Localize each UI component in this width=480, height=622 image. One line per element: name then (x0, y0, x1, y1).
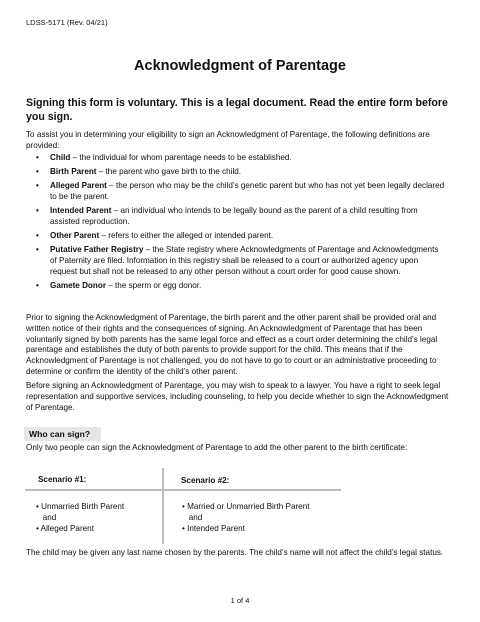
scenario-table-rule (25, 489, 341, 491)
scenario-2-heading: Scenario #2: (181, 476, 230, 485)
definition-item (36, 281, 446, 292)
scenario-1-heading: Scenario #1: (38, 475, 87, 484)
page-title: Acknowledgment of Parentage (134, 58, 346, 74)
definition-item (36, 206, 446, 228)
definition-term: Gamete Donor (50, 280, 106, 290)
scenario-1-line: • Unmarried Birth Parent (36, 502, 125, 511)
notice-paragraph: Prior to signing the Acknowledgment of Parentage, the birth parent and the other parent shall be provided oral and written notice of their rights and the consequences of signing. An Acknowledgment of Parentage that has been voluntarily signed by both parents has the same legal force and effect as a court order determining the child’s legal parentage and establishes the duty of both parents to provide support for the child. This means that if the Acknowledgment of Parentage is not challenged, you do not have to go to court or an administrative proceeding to determine or confirm the identity of the child’s other parent. (26, 313, 438, 376)
definition-item (36, 245, 446, 277)
definition-text: – the person who may be the child’s genetic parent but who has not yet been legally declared to be the parent. (50, 181, 445, 201)
definition-text: – an individual who intends to be legally bound as the parent of a child resulting from assisted reproduction. (50, 206, 418, 226)
definition-term: Intended Parent (50, 206, 112, 216)
scenario-2-line: • Married or Unmarried Birth Parent (182, 502, 310, 511)
scenario-2-line: and (182, 512, 203, 522)
definition-term: Putative Father Registry (50, 245, 144, 255)
definition-text: – the parent who gave birth to the child. (96, 167, 242, 177)
who-can-sign-text: Only two people can sign the Acknowledgment of Parentage to add the other parent to the birth certificate: (26, 443, 408, 452)
scenario-2-line: • Intended Parent (182, 523, 245, 533)
definition-text: – the individual for whom parentage needs to be established. (70, 153, 292, 162)
definition-term: Birth Parent (50, 167, 97, 177)
definition-term: Other Parent (50, 230, 100, 240)
page-number: 1 of 4 (230, 596, 250, 605)
definition-item (36, 167, 446, 178)
definition-item (36, 153, 446, 164)
definition-item (36, 181, 446, 203)
child-name-paragraph: The child may be given any last name chosen by the parents. The child’s name will not affect the child’s legal status. (26, 548, 444, 557)
definition-text: – the sperm or egg donor. (105, 280, 202, 290)
definitions-intro: To assist you in determining your eligibility to sign an Acknowledgment of Parentage, the following definitions are provided: (26, 130, 430, 150)
voluntary-notice: Signing this form is voluntary. This is a legal document. Read the entire form before you sign. (26, 97, 448, 123)
scenario-1-line: and (36, 512, 57, 522)
who-can-sign-heading: Who can sign? (24, 427, 101, 441)
scenario-table-divider (162, 468, 164, 544)
scenario-1-line: • Alleged Parent (36, 523, 94, 533)
definitions-list (36, 153, 446, 295)
scenario-2-list (182, 502, 309, 534)
definition-text: – refers to either the alleged or intended parent. (99, 230, 274, 240)
definition-text: – the State registry where Acknowledgments of Parentage and Acknowledgments of Paternity are filed. Information in this registry shall be released to a court or authorized agency upon request but shall not be released to any other person without a court order for good cause shown. (50, 245, 439, 276)
lawyer-paragraph: Before signing an Acknowledgment of Parentage, you may wish to speak to a lawyer. You have a right to seek legal representation and supportive services, including counseling, to help you decide whether to sign the Acknowledgment of Parentage. (26, 381, 449, 412)
definition-term: Child (50, 153, 71, 162)
definition-item (36, 231, 446, 242)
form-id: LDSS-5171 (Rev. 04/21) (26, 18, 108, 27)
definition-term: Alleged Parent (50, 181, 107, 191)
scenario-1-list (36, 502, 124, 534)
